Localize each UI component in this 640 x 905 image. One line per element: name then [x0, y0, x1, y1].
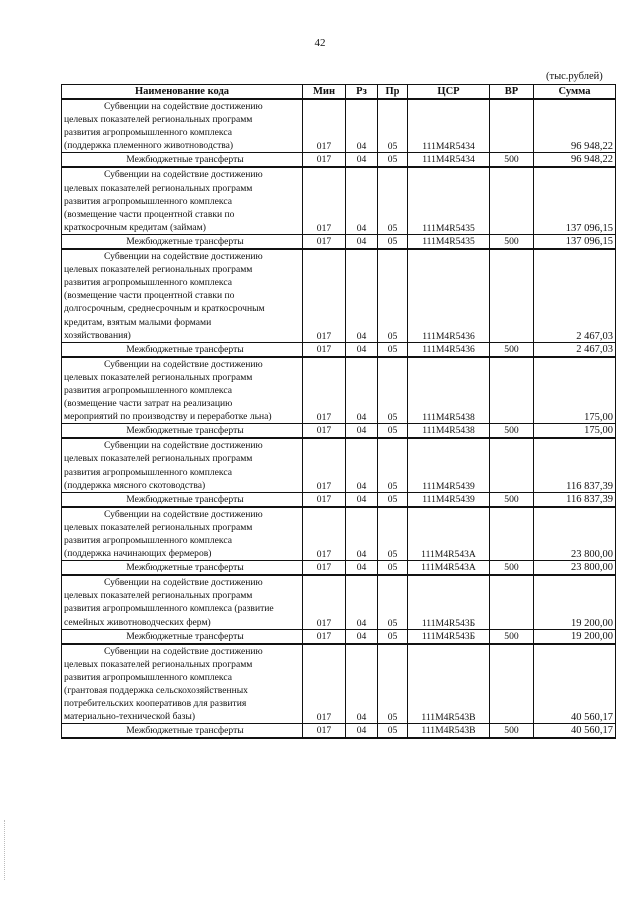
row-name-line: мероприятий по производству и переработке льна)	[64, 411, 272, 423]
row-name-line: целевых показателей региональных программ	[64, 371, 253, 383]
table-row-subtotal	[62, 342, 616, 357]
cell-pr: 05	[378, 575, 408, 629]
sub-pr: 05	[378, 561, 408, 576]
sub-name: Межбюджетные трансферты	[62, 234, 303, 249]
sub-name: Межбюджетные трансферты	[62, 492, 303, 507]
cell-vr	[490, 167, 534, 234]
sub-csr: 111М4R5435	[408, 234, 490, 249]
row-name-line: Субвенции на содействие достижению	[104, 577, 263, 589]
table-row	[62, 99, 616, 153]
cell-csr: 111М4R5436	[408, 249, 490, 342]
table-row	[62, 438, 616, 492]
row-name	[62, 575, 303, 629]
cell-min: 017	[303, 249, 346, 342]
cell-csr: 111М4R5434	[408, 99, 490, 153]
row-name-line: Субвенции на содействие достижению	[104, 251, 263, 263]
sub-vr: 500	[490, 561, 534, 576]
row-name-line: развития агропромышленного комплекса	[64, 671, 232, 683]
sub-name: Межбюджетные трансферты	[62, 561, 303, 576]
row-name-line: развития агропромышленного комплекса (развитие	[64, 603, 274, 615]
header-row	[62, 85, 616, 100]
row-name-line: развития агропромышленного комплекса	[64, 277, 232, 289]
budget-table	[61, 84, 616, 739]
sub-rz: 04	[346, 561, 378, 576]
row-name-line: целевых показателей региональных программ	[64, 590, 253, 602]
sub-rz: 04	[346, 629, 378, 644]
cell-rz: 04	[346, 357, 378, 424]
sub-csr: 111М4R5439	[408, 492, 490, 507]
cell-sum: 40 560,17	[534, 644, 616, 724]
sub-csr: 111М4R5434	[408, 153, 490, 168]
row-name-line: развития агропромышленного комплекса	[64, 384, 232, 396]
cell-csr: 111М4R5435	[408, 167, 490, 234]
row-name-line: кредитам, взятым малыми формами	[64, 316, 212, 328]
row-name	[62, 644, 303, 724]
row-name-line: целевых показателей региональных программ	[64, 114, 253, 126]
sub-min: 017	[303, 234, 346, 249]
cell-pr: 05	[378, 249, 408, 342]
sub-vr: 500	[490, 234, 534, 249]
cell-rz: 04	[346, 249, 378, 342]
row-name-line: Субвенции на содействие достижению	[104, 101, 263, 112]
cell-rz: 04	[346, 438, 378, 492]
row-name-line: семейных животноводческих ферм)	[64, 616, 211, 628]
sub-pr: 05	[378, 724, 408, 739]
sub-vr: 500	[490, 492, 534, 507]
cell-min: 017	[303, 438, 346, 492]
sub-csr: 111М4R543А	[408, 561, 490, 576]
cell-min: 017	[303, 575, 346, 629]
cell-csr: 111М4R5438	[408, 357, 490, 424]
row-name-line: (поддержка мясного скотоводства)	[64, 479, 206, 491]
sub-sum: 137 096,15	[534, 234, 616, 249]
cell-csr: 111М4R5439	[408, 438, 490, 492]
table-body	[62, 99, 616, 738]
cell-min: 017	[303, 357, 346, 424]
row-name-line: (поддержка племенного животноводства)	[64, 140, 234, 152]
row-name-line: материально-технической базы)	[64, 711, 196, 723]
cell-sum: 2 467,03	[534, 249, 616, 342]
cell-vr	[490, 249, 534, 342]
header-name: Наименование кода	[62, 85, 303, 100]
sub-csr: 111М4R5438	[408, 424, 490, 439]
sub-min: 017	[303, 153, 346, 168]
row-name	[62, 249, 303, 342]
sub-name: Межбюджетные трансферты	[62, 424, 303, 439]
row-name-line: (возмещение части процентной ставки по	[64, 290, 235, 302]
table-row	[62, 575, 616, 629]
cell-sum: 23 800,00	[534, 507, 616, 561]
sub-csr: 111М4R543Б	[408, 629, 490, 644]
sub-vr: 500	[490, 424, 534, 439]
sub-rz: 04	[346, 724, 378, 739]
cell-pr: 05	[378, 507, 408, 561]
row-name	[62, 357, 303, 424]
sub-vr: 500	[490, 629, 534, 644]
row-name-line: Субвенции на содействие достижению	[104, 169, 263, 181]
cell-rz: 04	[346, 575, 378, 629]
row-name-line: целевых показателей региональных программ	[64, 521, 253, 533]
row-name-line: Субвенции на содействие достижению	[104, 358, 263, 370]
sub-sum: 23 800,00	[534, 561, 616, 576]
sub-sum: 19 200,00	[534, 629, 616, 644]
cell-sum: 116 837,39	[534, 438, 616, 492]
sub-pr: 05	[378, 234, 408, 249]
row-name-line: целевых показателей региональных программ	[64, 658, 253, 670]
cell-pr: 05	[378, 99, 408, 153]
cell-vr	[490, 438, 534, 492]
cell-vr	[490, 99, 534, 153]
row-name	[62, 167, 303, 234]
sub-min: 017	[303, 492, 346, 507]
row-name-line: целевых показателей региональных программ	[64, 264, 253, 276]
cell-sum: 96 948,22	[534, 99, 616, 153]
row-name-line: Субвенции на содействие достижению	[104, 440, 263, 452]
cell-csr: 111М4R543В	[408, 644, 490, 724]
cell-min: 017	[303, 167, 346, 234]
row-name-line: развития агропромышленного комплекса	[64, 535, 232, 546]
sub-rz: 04	[346, 234, 378, 249]
cell-csr: 111М4R543А	[408, 507, 490, 561]
sub-rz: 04	[346, 424, 378, 439]
sub-min: 017	[303, 424, 346, 439]
row-name-line: развития агропромышленного комплекса	[64, 127, 232, 139]
row-name-line: Субвенции на содействие достижению	[104, 645, 263, 657]
cell-vr	[490, 644, 534, 724]
cell-rz: 04	[346, 99, 378, 153]
sub-sum: 2 467,03	[534, 342, 616, 357]
row-name-line: (возмещение части затрат на реализацию	[64, 398, 233, 410]
sub-vr: 500	[490, 724, 534, 739]
sub-pr: 05	[378, 424, 408, 439]
table-row-subtotal	[62, 561, 616, 576]
sub-name: Межбюджетные трансферты	[62, 724, 303, 739]
row-name-line: (грантовая поддержка сельскохозяйственных	[64, 685, 248, 697]
cell-min: 017	[303, 99, 346, 153]
sub-pr: 05	[378, 629, 408, 644]
header-rz: Рз	[346, 85, 378, 100]
sub-min: 017	[303, 724, 346, 739]
page-number: 42	[314, 37, 326, 49]
sub-min: 017	[303, 629, 346, 644]
cell-vr	[490, 575, 534, 629]
sub-sum: 40 560,17	[534, 724, 616, 739]
header-pr: Пр	[378, 85, 408, 100]
row-name	[62, 507, 303, 561]
cell-vr	[490, 357, 534, 424]
table-row-subtotal	[62, 492, 616, 507]
table-row	[62, 249, 616, 342]
row-name-line: хозяйствования)	[64, 329, 131, 341]
sub-min: 017	[303, 342, 346, 357]
sub-name: Межбюджетные трансферты	[62, 342, 303, 357]
row-name	[62, 99, 303, 153]
sub-pr: 05	[378, 153, 408, 168]
row-name-line: потребительских кооперативов для развития	[64, 698, 247, 710]
header-min: Мин	[303, 85, 346, 100]
margin-dots	[4, 820, 7, 880]
cell-sum: 175,00	[534, 357, 616, 424]
cell-pr: 05	[378, 438, 408, 492]
table-row	[62, 507, 616, 561]
sub-name: Межбюджетные трансферты	[62, 629, 303, 644]
sub-sum: 96 948,22	[534, 153, 616, 168]
cell-pr: 05	[378, 644, 408, 724]
cell-rz: 04	[346, 644, 378, 724]
row-name-line: целевых показателей региональных программ	[64, 453, 253, 465]
table-row-subtotal	[62, 629, 616, 644]
sub-pr: 05	[378, 492, 408, 507]
table-row-subtotal	[62, 153, 616, 168]
cell-pr: 05	[378, 357, 408, 424]
sub-sum: 116 837,39	[534, 492, 616, 507]
cell-rz: 04	[346, 167, 378, 234]
header-sum: Сумма	[534, 85, 616, 100]
cell-min: 017	[303, 644, 346, 724]
row-name-line: (поддержка начинающих фермеров)	[64, 548, 212, 560]
sub-name: Межбюджетные трансферты	[62, 153, 303, 168]
table-row-subtotal	[62, 234, 616, 249]
header-csr: ЦСР	[408, 85, 490, 100]
sub-rz: 04	[346, 153, 378, 168]
row-name-line: долгосрочным, среднесрочным и краткосрочным	[64, 303, 265, 315]
row-name-line: Субвенции на содействие достижению	[104, 508, 263, 520]
sub-sum: 175,00	[534, 424, 616, 439]
cell-sum: 19 200,00	[534, 575, 616, 629]
table-row	[62, 167, 616, 234]
row-name-line: целевых показателей региональных программ	[64, 182, 253, 194]
table-row	[62, 644, 616, 724]
sub-csr: 111М4R543В	[408, 724, 490, 739]
row-name-line: (возмещение части процентной ставки по	[64, 208, 235, 220]
row-name	[62, 438, 303, 492]
cell-rz: 04	[346, 507, 378, 561]
sub-rz: 04	[346, 342, 378, 357]
sub-rz: 04	[346, 492, 378, 507]
header-vr: ВР	[490, 85, 534, 100]
sub-vr: 500	[490, 153, 534, 168]
sub-pr: 05	[378, 342, 408, 357]
sub-min: 017	[303, 561, 346, 576]
cell-pr: 05	[378, 167, 408, 234]
units-label: (тыс.рублей)	[546, 71, 603, 82]
sub-csr: 111М4R5436	[408, 342, 490, 357]
table-row-subtotal	[62, 424, 616, 439]
cell-min: 017	[303, 507, 346, 561]
table-row	[62, 357, 616, 424]
row-name-line: развития агропромышленного комплекса	[64, 195, 232, 207]
row-name-line: развития агропромышленного комплекса	[64, 466, 232, 478]
cell-vr	[490, 507, 534, 561]
table-row-subtotal	[62, 724, 616, 739]
row-name-line: краткосрочным кредитам (займам)	[64, 221, 206, 233]
sub-vr: 500	[490, 342, 534, 357]
cell-sum: 137 096,15	[534, 167, 616, 234]
cell-csr: 111М4R543Б	[408, 575, 490, 629]
